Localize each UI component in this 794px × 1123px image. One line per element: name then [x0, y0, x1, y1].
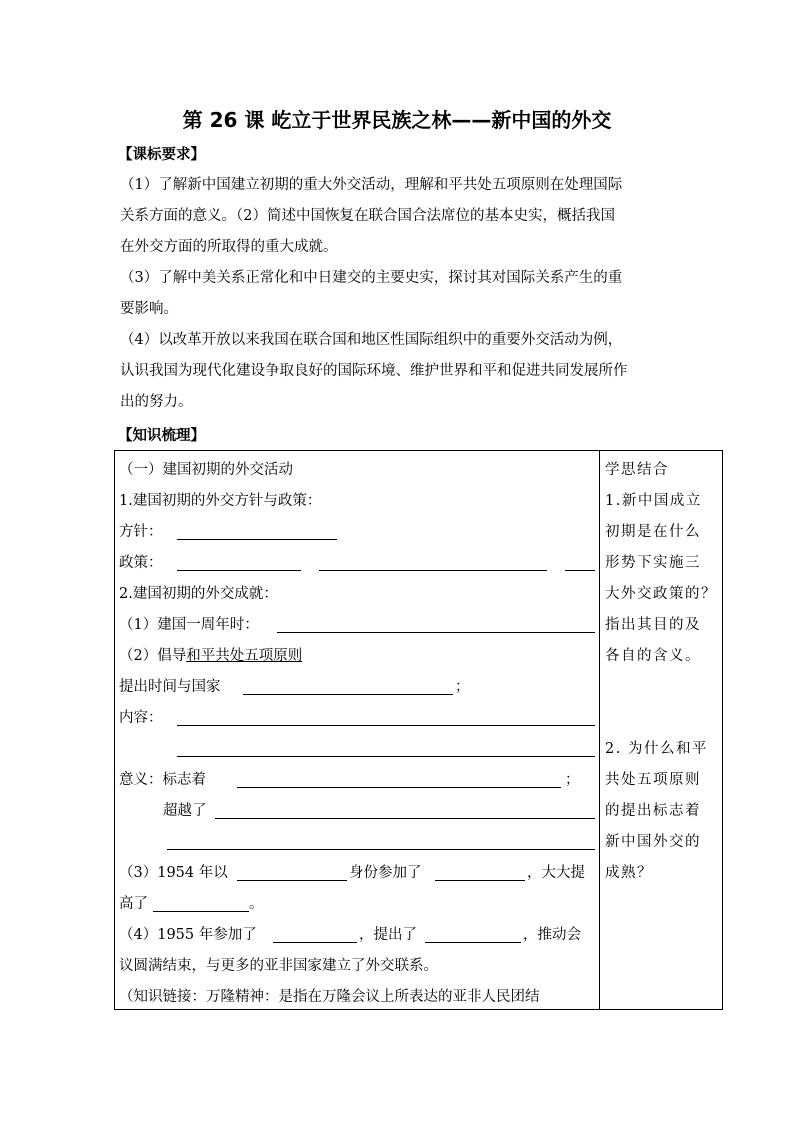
question-1-line: 大外交政策的？ — [605, 586, 717, 602]
proposed-row: 提出时间与国家 ； — [119, 672, 595, 703]
sub4-blank-2[interactable] — [425, 920, 521, 943]
requirement-line: 要影响。 — [120, 301, 178, 317]
surpass-blank[interactable] — [215, 796, 595, 819]
sub3-blank-1[interactable] — [237, 858, 347, 881]
knowledge-heading: 【知识梳理】 — [118, 428, 205, 444]
sub4-blank-1[interactable] — [273, 920, 357, 943]
spacer — [605, 703, 720, 734]
requirement-line: 在外交方面的所取得的重大成就。 — [120, 239, 338, 255]
fangzhen-blank[interactable] — [177, 517, 337, 540]
zhengce-row: 政策： — [119, 548, 595, 579]
content-row-2 — [119, 734, 595, 765]
surpass-blank-2[interactable] — [167, 827, 595, 850]
section-title: （一）建国初期的外交活动 — [119, 462, 293, 478]
sub3-row: （3）1954 年以 身份参加了 ，大大提 — [119, 858, 595, 889]
fangzhen-row: 方针： — [119, 517, 595, 548]
question-2-line: 新中国外交的 — [605, 834, 701, 850]
spacer — [605, 672, 720, 703]
question-1-line: 形势下实施三 — [605, 555, 701, 571]
question-2-line: 的提出标志着 — [605, 803, 701, 819]
content-blank-2[interactable] — [177, 734, 595, 757]
five-principles-label: 和平共处五项原则 — [186, 648, 303, 664]
question-2-line: 共处五项原则 — [605, 772, 701, 788]
zhengce-blank-2[interactable] — [319, 548, 547, 571]
zhengce-blank-1[interactable] — [177, 548, 301, 571]
lesson-title: 第 26 课 屹立于世界民族之林——新中国的外交 — [182, 108, 612, 132]
meaning-row: 意义：标志着 ； — [119, 765, 595, 796]
question-2-line: 成熟？ — [605, 865, 653, 881]
sub4-row-2: 议圆满结束，与更多的亚非国家建立了外交联系。 — [119, 958, 438, 974]
requirements-body — [120, 170, 685, 418]
zhengce-blank-3[interactable] — [565, 548, 595, 571]
sub1-row: （1）建国一周年时： — [119, 610, 595, 641]
knowledge-table — [114, 450, 723, 1010]
requirement-line: 出的努力。 — [120, 394, 193, 410]
sub2-row: （2）倡导和平共处五项原则 — [119, 648, 303, 664]
item-1: 1.建国初期的外交方针与政策： — [119, 493, 322, 509]
requirement-line: （1）了解新中国建立初期的重大外交活动，理解和平共处五项原则在处理国际 — [120, 177, 623, 193]
knowledge-column — [119, 455, 595, 1013]
surpass-row-2 — [119, 827, 595, 858]
sub3-blank-3[interactable] — [153, 889, 249, 912]
requirement-line: 认识我国为现代化建设争取良好的国际环境、维护世界和平和促进共同发展所作 — [120, 363, 628, 379]
sub4-row: （4）1955 年参加了 ，提出了 ，推动会 — [119, 920, 595, 951]
surpass-row: 超越了 — [119, 796, 595, 827]
study-column — [605, 455, 720, 889]
proposed-blank[interactable] — [243, 672, 453, 695]
question-1-line: 1.新中国成立 — [605, 493, 702, 509]
requirement-line: （3）了解中美关系正常化和中日建交的主要史实，探讨其对国际关系产生的重 — [120, 270, 623, 286]
sub3-blank-2[interactable] — [435, 858, 525, 881]
study-heading: 学思结合 — [605, 462, 669, 478]
content-row: 内容： — [119, 703, 595, 734]
question-1-line: 指出其目的及 — [605, 617, 701, 633]
sub1-blank[interactable] — [277, 610, 595, 633]
requirements-heading: 【课标要求】 — [118, 147, 205, 163]
item-2: 2.建国初期的外交成就： — [119, 586, 278, 602]
requirement-line: 关系方面的意义。（2）简述中国恢复在联合国合法席位的基本史实，概括我国 — [120, 208, 615, 224]
sub3-row-2: 高了 。 — [119, 889, 595, 920]
meaning-blank[interactable] — [237, 765, 561, 788]
content-blank-1[interactable] — [177, 703, 595, 726]
requirement-line: （4）以改革开放以来我国在联合国和地区性国际组织中的重要外交活动为例， — [120, 332, 623, 348]
column-divider — [599, 451, 600, 1009]
question-1-line: 各自的含义。 — [605, 648, 701, 664]
question-2-line: 2. 为什么和平 — [605, 741, 708, 757]
question-1-line: 初期是在什么 — [605, 524, 701, 540]
knowledge-link: （知识链接：万隆精神：是指在万隆会议上所表达的亚非人民团结 — [119, 989, 540, 1005]
